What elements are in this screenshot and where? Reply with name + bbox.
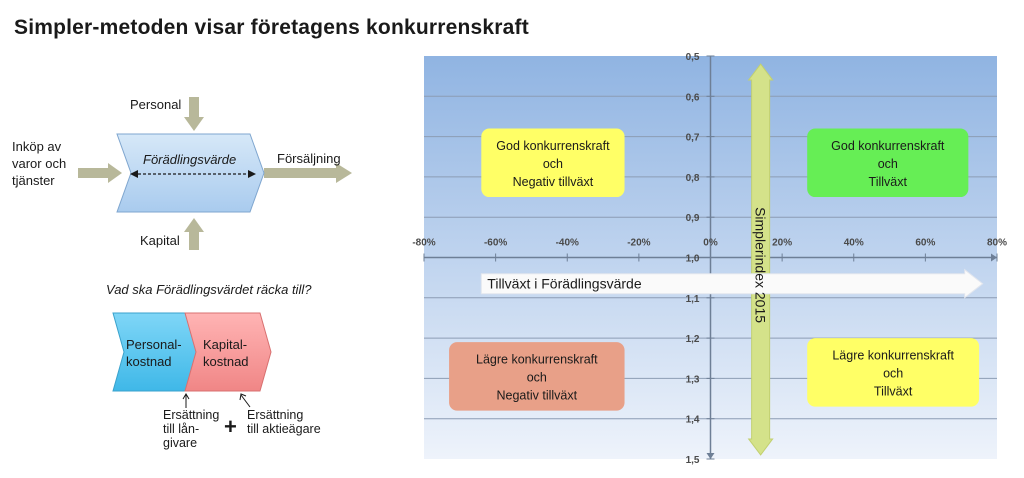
y-axis-label: Simplerindex 2015 xyxy=(752,207,769,324)
quadrant-bottom-left xyxy=(449,342,624,411)
inkop-label-line3: tjänster xyxy=(12,173,55,188)
quadrant-label-line: Tillväxt xyxy=(873,384,913,399)
y-tick-label: 0,9 xyxy=(685,213,700,225)
personalkostnad-line1: Personal- xyxy=(126,337,182,352)
quadrant-label-line: Lägre konkurrenskraft xyxy=(832,348,954,363)
quadrant-top-left xyxy=(481,129,624,198)
kapital-label: Kapital xyxy=(140,233,180,248)
quadrant-label-line: God konkurrenskraft xyxy=(831,138,945,153)
y-tick-label: 0,7 xyxy=(685,132,700,144)
inkop-label-line1: Inköp av xyxy=(12,139,62,154)
y-tick-label: 1,0 xyxy=(685,253,700,265)
y-tick-label: 1,2 xyxy=(685,334,700,346)
x-tick-label: 20% xyxy=(772,237,793,249)
ersattning-aktieagare-line1: Ersättning xyxy=(247,408,304,422)
ersattning-langivare-line1: Ersättning xyxy=(163,408,220,422)
personalkostnad-line2: kostnad xyxy=(126,354,172,369)
y-tick-label: 0,5 xyxy=(685,52,700,63)
y-tick-label: 1,5 xyxy=(685,455,700,466)
x-tick-label: 40% xyxy=(843,237,864,249)
quadrant-label-line: Negativ tillväxt xyxy=(496,388,578,403)
x-tick-label: -60% xyxy=(483,237,508,249)
ersattning-langivare-line2: till lån- xyxy=(163,422,200,436)
foradlingsvarde-label: Förädlingsvärde xyxy=(143,152,237,167)
quadrant-label-line: Tillväxt xyxy=(868,174,907,189)
y-tick-label: 0,6 xyxy=(685,92,700,104)
plus-sign: + xyxy=(224,414,237,439)
inkop-label-line2: varor och xyxy=(12,156,67,171)
quadrant-label-line: Negativ tillväxt xyxy=(512,174,594,189)
x-tick-label: -20% xyxy=(627,237,651,249)
x-tick-label: 60% xyxy=(915,237,936,249)
kapitalkostnad-line1: Kapital- xyxy=(203,337,248,352)
quadrant-label-line: och xyxy=(526,370,547,385)
quadrant-label-line: och xyxy=(883,366,904,381)
quadrant-label-line: och xyxy=(877,156,898,171)
x-tick-label: -80% xyxy=(412,237,436,249)
ersattning-langivare-line3: givare xyxy=(163,436,198,450)
y-tick-label: 1,1 xyxy=(685,293,700,305)
quadrant-top-right xyxy=(807,129,968,198)
y-tick-label: 1,4 xyxy=(685,414,700,426)
question-text: Vad ska Förädlingsvärdet räcka till? xyxy=(106,282,312,297)
quadrant-label-line: Lägre konkurrenskraft xyxy=(476,352,598,367)
personal-label: Personal xyxy=(130,97,182,112)
ersattning-aktieagare-line2: till aktieägare xyxy=(247,422,321,436)
quadrant-bottom-right xyxy=(807,338,979,407)
y-tick-label: 0,8 xyxy=(685,172,700,184)
quadrant-label-line: och xyxy=(542,156,564,171)
page-title: Simpler-metoden visar företagens konkurrenskraft xyxy=(14,16,529,39)
kapitalkostnad-line2: kostnad xyxy=(203,354,249,369)
x-tick-label: -40% xyxy=(555,237,579,249)
x-tick-label: 0% xyxy=(703,237,718,249)
y-tick-label: 1,3 xyxy=(685,374,700,386)
x-axis-label: Tillväxt i Förädlingsvärde xyxy=(487,275,642,292)
x-tick-label: 80% xyxy=(986,237,1008,249)
quadrant-label-line: God konkurrenskraft xyxy=(496,138,610,153)
forsaljning-label: Försäljning xyxy=(277,151,341,166)
